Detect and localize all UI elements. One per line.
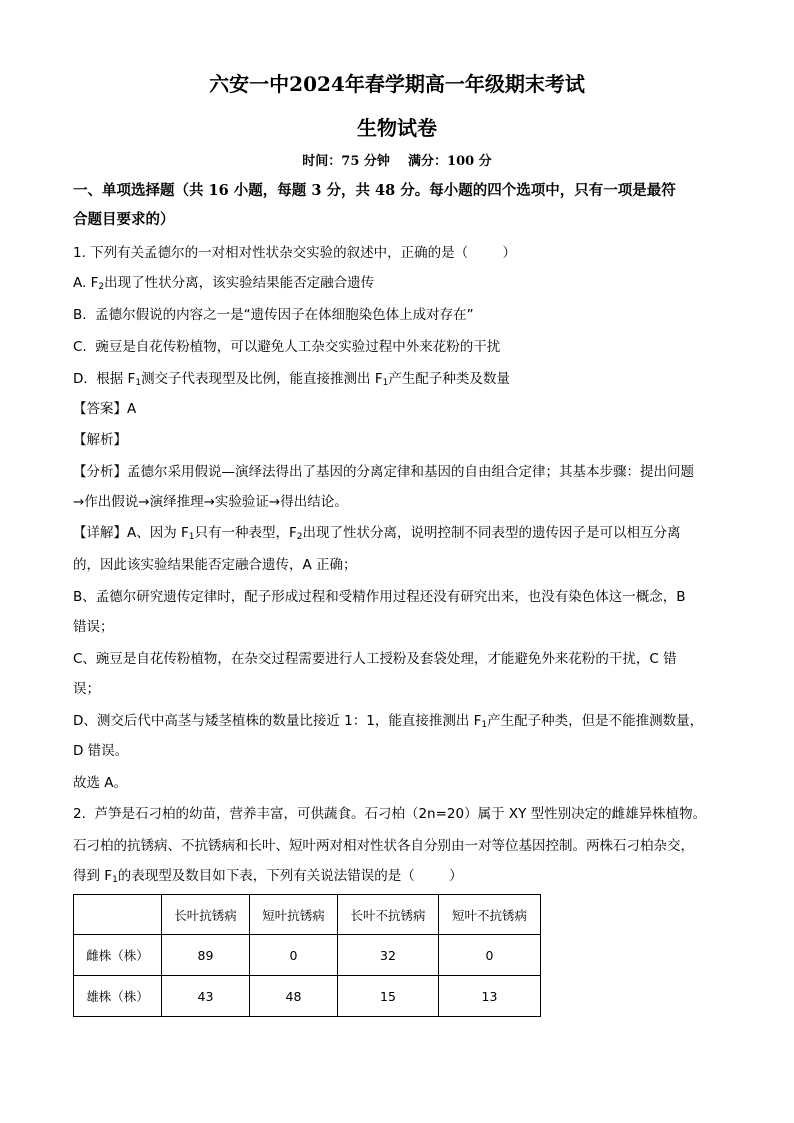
q1-detail-d-line2: D 错误。 — [73, 743, 129, 759]
q1-analysis-heading: 【解析】 — [73, 432, 127, 448]
q1-fenxi-line1: 【分析】孟德尔采用假说—演绎法得出了基因的分离定律和基因的自由组合定律；其基本步骤：提出问题 — [73, 464, 694, 480]
table-cell: 0 — [250, 935, 338, 976]
table-cell: 43 — [162, 976, 250, 1017]
table-cell: 15 — [338, 976, 439, 1017]
table-cell: 0 — [439, 935, 541, 976]
table-cell: 雌株（株） — [74, 935, 162, 976]
q1-stem: 1. 下列有关孟德尔的一对相对性状杂交实验的叙述中，正确的是（ ） — [73, 245, 517, 261]
q1-detail-d-line1: D、测交后代中高茎与矮茎植株的数量比接近 1：1，能直接推测出 $F_1$产生配子种类，但是不能推测数量， — [73, 713, 704, 730]
table-header-cell — [74, 895, 162, 935]
exam-meta: 时间：75 分钟 满分：100 分 — [302, 154, 492, 169]
q1-detail-c-line2: 误； — [73, 681, 100, 697]
q1-option-a: A. $F_2$出现了性状分离，该实验结果能否定融合遗传 — [73, 275, 375, 292]
table-cell: 雄株（株） — [74, 976, 162, 1017]
table-cell: 32 — [338, 935, 439, 976]
q1-option-b: B. 孟德尔假说的内容之一是“遗传因子在体细胞染色体上成对存在” — [73, 307, 474, 323]
table-header-cell: 短叶抗锈病 — [250, 895, 338, 935]
q1-detail-b-line1: B、孟德尔研究遗传定律时，配子形成过程和受精作用过程还没有研究出来，也没有染色体这一概念，B — [73, 589, 686, 605]
q2-stem-line3: 得到 $F_1$的表现型及数目如下表，下列有关说法错误的是（ ） — [73, 868, 463, 885]
q1-detail-a-line2: 的，因此该实验结果能否定融合遗传，A 正确； — [73, 557, 357, 573]
q1-detail-a-line1: 【详解】A、因为 $F_1$只有一种表型，$F_2$出现了性状分离，说明控制不同表型的遗传因子是可以相互分离 — [73, 525, 681, 542]
table-header-cell: 长叶不抗锈病 — [338, 895, 439, 935]
table-row — [74, 935, 541, 976]
table-row — [74, 976, 541, 1017]
q1-option-d: D. 根据 $F_1$测交子代表现型及比例，能直接推测出 $F_1$产生配子种类及数量 — [73, 371, 510, 388]
q2-stem-line2: 石刁柏的抗锈病、不抗锈病和长叶、短叶两对相对性状各自分别由一对等位基因控制。两株石刁柏杂交， — [73, 838, 694, 854]
q1-detail-c-line1: C、豌豆是自花传粉植物，在杂交过程需要进行人工授粉及套袋处理，才能避免外来花粉的干扰，C 错 — [73, 651, 677, 667]
phenotype-table — [73, 894, 541, 1017]
q1-answer: 【答案】A — [73, 401, 137, 417]
exam-subtitle: 生物试卷 — [357, 116, 437, 140]
table-cell: 89 — [162, 935, 250, 976]
table-cell: 13 — [439, 976, 541, 1017]
table-header-cell: 短叶不抗锈病 — [439, 895, 541, 935]
exam-title: 六安一中2024年春学期高一年级期末考试 — [209, 72, 585, 96]
table-header-cell: 长叶抗锈病 — [162, 895, 250, 935]
q1-fenxi-line2: →作出假说→演绎推理→实验验证→得出结论。 — [73, 494, 348, 510]
table-cell: 48 — [250, 976, 338, 1017]
q1-option-c: C. 豌豆是自花传粉植物，可以避免人工杂交实验过程中外来花粉的干扰 — [73, 339, 501, 355]
q2-stem-line1: 2. 芦笋是石刁柏的幼苗，营养丰富，可供蔬食。石刁柏（2n=20）属于 XY 型性别决定的雌雄异株植物。 — [73, 806, 707, 822]
section-heading-line1: 一、单项选择题（共 16 小题，每题 3 分，共 48 分。每小题的四个选项中，只有一项是最符 — [73, 182, 676, 199]
q1-detail-b-line2: 错误； — [73, 619, 114, 635]
q1-conclusion: 故选 A。 — [73, 775, 128, 791]
section-heading-line2: 合题目要求的） — [73, 211, 175, 228]
table-header-row — [74, 895, 541, 935]
